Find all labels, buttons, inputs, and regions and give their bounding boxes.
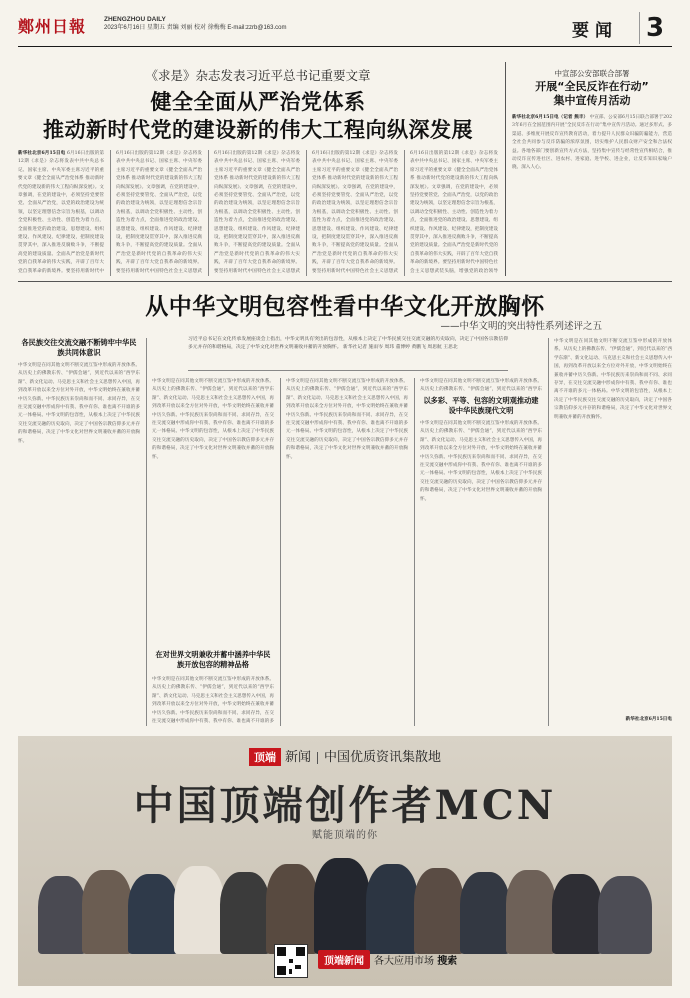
article1-column-4 [312,150,398,276]
article1-body: 6月16日出版的第12期《求是》杂志将发表中共中央总书记、国家主席、中央军委主席习近平的重要文章《健全全面从严治党体系 推动新时代党的建设新的伟大工程向纵深发展》。文章强调，在党的建设中，必须坚持党要管党、全面从严治党，以党的政治建设为统领，以坚定理想信念宗旨为根基，以调动全党积极性、主动性、创造性为着力点，全面推进党的政治建设、思想建设、组织建设、作风建设、纪律建设，把制度建设贯穿其中，深入推进反腐败斗争，不断提高党的建设质量。全面从严治党是新时代党的自我革命的伟大实践，开辟了百年大党自我革命的新境界。要坚持用新时代中国特色社会主义思想武 [312,151,398,274]
ad-download-text: 各大应用市场 [374,956,434,967]
ad-top-bar [18,746,672,766]
creator-portrait [414,868,464,954]
masthead-english: ZHENGZHOU DAILY [104,16,166,23]
page-number: 3 [639,12,670,44]
article1-column-5 [410,150,498,276]
column-divider [280,378,281,726]
article2-body: 中华文明是在同其他文明不断交流互鉴中形成的开放体系。从历史上的佛教东传、“伊儒会通”，到近代以来的“西学东渐”、新文化运动、马克思主义和社会主义思想传入中国，再到改革开放以来全方位对外开放，中华文明始终在兼收并蓄中历久弥新。中华民族历来崇尚和而不同、求同存异，在交往交流交融中形成你中有我、我中有你、谁也离不开谁的多元一体格局。中华文明的包容性，从根本上决定了中华民族交往交流交融的历史取向，决定了中国各宗教信仰多元并存的和谐格局，决定了中华文化对世界文明兼收并蓄的开放胸怀。 [152,379,274,460]
article2-body: 中华文明是在同其他文明不断交流互鉴中形成的开放体系。从历史上的佛教东传、“伊儒会通”，到近代以来的“西学东渐”、新文化运动、马克思主义和社会主义思想传入中国，再到改革开放以来全方位对外开放，中华文明始终在兼收并蓄中历久弥新。中华民族历来崇尚和而不同、求同存异，在交往交流交融中形成你中有我、我中有你、谁也离不开谁的多 [152,677,274,724]
creator-portrait [220,872,270,954]
article2-column-4-top [420,378,542,392]
creator-portrait [460,872,510,954]
sidebar-divider [505,62,506,276]
article2-intro [188,336,508,371]
column-divider [146,338,147,726]
article1-body: 6月16日出版的第12期《求是》杂志将发表中共中央总书记、国家主席、中央军委主席习近平的重要文章《健全全面从严治党体系 推动新时代党的建设新的伟大工程向纵深发展》。文章强调，在党的建设中，必须坚持党要管党、全面从严治党，以党的政治建设为统领，以坚定理想信念宗旨为根基，以调动全党积极性、主动性、创造性为着力点，全面推进党的政治建设、思想建设、组织建设、作风建设、纪律建设，把制度建设贯穿其中，深入推进反腐败斗争，不断提高党的建设质量。全面从严治党是新时代党的自我革命的伟大实践，开辟了百年大党自我革命的新境界。要坚持用新时代中国特色社会主义思想武 [116,151,202,274]
article2-intro-byline: 新华社记者 施雨岑 周玮 董博婷 黄鹏飞 周思航 王思北 [343,345,458,350]
article2-body: 中华文明是在同其他文明不断交流互鉴中形成的开放体系。从历史上的佛教东传、“伊儒会通”，到近代以来的“西学东 [420,379,542,392]
article1-body: 6月16日出版的第12期《求是》杂志将发表中共中央总书记、国家主席、中央军委主席习近平的重要文章《健全全面从严治党体系 推动新时代党的建设新的伟大工程向纵深发展》。文章强调，在党的建设中，必须坚持党要管党、全面从严治党，以党的政治建设为统领，以坚定理想信念宗旨为根基，以调动全党积极性、主动性、创造性为着力点，全面推进党的政治建设、思想建设、组织建设、作风建设、纪律建设，把制度建设贯穿其中，深入推进反腐败斗争，不断提高党的建设质量。全面从严治党是新时代党的自我革命的伟大实践，开辟了百年大党自我革命的新境界。要坚持用新时代中国特色社会主义思想武装头脑，增强党的政治领导 [410,151,498,274]
article2-subhead-a: 各民族交往交流交融不断铸牢中华民族共同体意识 [21,338,137,357]
article2-column-5 [554,338,672,714]
sidebar-headline-line1: 开展“全民反诈在行动” [535,80,649,93]
ad-subtitle: 赋能顶端的你 [312,830,378,841]
sidebar-dateline: 新华社北京6月15日电（记者 熊丰） [512,115,589,120]
article1-body: 6月16日出版的第12期《求是》杂志将发表中共中央总书记、国家主席、中央军委主席习近平的重要文章《健全全面从严治党体系 推动新时代党的建设新的伟大工程向纵深发展》。文章强调，在党的建设中，必须坚持党要管党、全面从严治党，以党的政治建设为统领，以坚定理想信念宗旨为根基，以调动全党积极性、主动性、创造性为着力点，全面推进党的政治建设、思想建设、组织建设、作风建设、纪律建设，把制度建设贯穿其中，深入推进反腐败斗争，不断提高党的建设质量。全面从严治党是新时代党的自我革命的伟大实践，开辟了百年大党自我革命的新境界。要坚持用新时代中国特色社会主义思想武 [214,151,300,274]
column-divider [404,150,405,276]
sidebar-text: 中宣部、公安部6月15日联合部署于2023年6月在全国范围内开展“全民反诈在行动”集中宣传月活动。通过多形式、多渠道、多维度开展反诈宣传教育活动，着力提升人民群众识骗防骗能力，营造全社会共同参与反诈防骗的浓厚氛围，切实维护人民群众财产安全和合法权益。各地各部门要创新宣传方式方法，坚持集中宣传与经常性宣传相结合，推动反诈宣传进社区、进农村、进家庭、进学校、进企业，让反诈知识家喻户晓、深入人心。 [512,115,672,171]
column-divider [208,150,209,276]
article2-column-2 [152,378,274,646]
ad-download-bar[interactable] [318,950,457,969]
newspaper-logo: 鄭州日報 [18,17,87,36]
article2-body: 中华文明是在同其他文明不断交流互鉴中形成的开放体系。从历史上的佛教东传、“伊儒会通”，到近代以来的“西学东渐”、新文化运动、马克思主义和社会主义思想传入中国，再到改革开放以来全方位对外开放，中华文明始终在兼收并蓄中历久弥新。中华民族历来崇尚和而不同、求同存异，在交往交流交融中形成你中有我、我中有你、谁也离不开谁的多元一体格局。中华文明的包容性，从根本上决定了中华民族交往交流交融的历史取向，决定了中国各宗教信仰多元并存的和谐格局，决定了中华文化对世界文明兼收并蓄的开放胸怀。 [18,363,140,444]
section-title: 要闻 [572,21,618,41]
article2-body: 中华文明是在同其他文明不断交流互鉴中形成的开放体系。从历史上的佛教东传、“伊儒会通”，到近代以来的“西学东渐”、新文化运动、马克思主义和社会主义思想传入中国，再到改革开放以来全方位对外开放，中华文明始终在兼收并蓄中历久弥新。中华民族历来崇尚和而不同、求同存异，在交往交流交融中形成你中有我、我中有你、谁也离不开谁的多元一体格局。中华文明的包容性，从根本上决定了中华民族交往交流交融的历史取向，决定了中国各宗教信仰多元并存的和谐格局，决定了中华文化对世界文明兼收并蓄的开放胸怀。 [420,421,542,502]
sidebar-headline-line2: 集中宣传月活动 [553,94,631,107]
article2-subhead-b: 在对世界文明兼收并蓄中涵养中华民族开放包容的精神品格 [155,650,271,669]
creator-portrait [314,858,370,954]
article2-subhead-c: 以多彩、平等、包容的文明观推动建设中华民族现代文明 [423,396,539,415]
masthead-date-editors: 2023年6月16日 星期五 责编 刘丽 校对 徐梅梅 E-mail:zzrb@163.com [104,25,287,31]
article2-body: 中华文明是在同其他文明不断交流互鉴中形成的开放体系。从历史上的佛教东传、“伊儒会通”，到近代以来的“西学东渐”、新文化运动、马克思主义和社会主义思想传入中国，再到改革开放以来全方位对外开放，中华文明始终在兼收并蓄中历久弥新。中华民族历来崇尚和而不同、求同存异，在交往交流交融中形成你中有我、我中有你、谁也离不开谁的多元一体格局。中华文明的包容性，从根本上决定了中华民族交往交流交融的历史取向，决定了中国各宗教信仰多元并存的和谐格局，决定了中华文化对世界文明兼收并蓄的开放胸怀。 [286,379,408,460]
article2-body: 中华文明是在同其他文明不断交流互鉴中形成的开放体系。从历史上的佛教东传、“伊儒会通”，到近代以来的“西学东渐”、新文化运动、马克思主义和社会主义思想传入中国，再到改革开放以来全方位对外开放，中华文明始终在兼收并蓄中历久弥新。中华民族历来崇尚和而不同、求同存异，在交往交流交融中形成你中有我、我中有你、谁也离不开谁的多元一体格局。中华文明的包容性，从根本上决定了中华民族交往交流交融的历史取向，决定了中国各宗教信仰多元并存的和谐格局，决定了中华文化对世界文明兼收并蓄的开放胸怀。 [554,339,672,420]
creator-portrait [506,870,556,954]
ad-title: 中国顶端创作者MCN [133,782,557,829]
creator-portrait [552,874,602,954]
ad-brand-logo: 顶端 [249,748,281,766]
article1-column-1 [18,150,104,276]
column-divider [110,150,111,276]
creator-portrait [38,876,86,954]
creator-portrait [128,874,178,954]
article2-column-3 [286,378,408,724]
article1-column-2 [116,150,202,276]
article2-column-2b [152,676,274,724]
article2-headline: 从中华文明包容性看中华文化开放胸怀 [145,294,545,320]
column-divider [306,150,307,276]
creator-portrait [598,876,652,954]
sidebar-body [512,114,672,276]
creator-portrait [174,866,224,954]
article1-headline-line2: 推动新时代党的建设新的伟大工程向纵深发展 [43,118,473,142]
sidebar-headline [512,80,672,108]
creator-portrait [266,864,318,954]
masthead-info [104,15,286,33]
article1-column-3 [214,150,300,276]
masthead [18,12,672,47]
column-divider [548,338,549,726]
advertisement-banner[interactable] [18,736,672,986]
article1-dateline: 新华社北京6月15日电 [18,151,66,156]
sidebar-kicker: 中宣部公安部联合部署 [554,69,630,78]
article2-column-4 [420,420,542,724]
creator-portrait [82,870,132,954]
article1-kicker: 《求是》杂志发表习近平总书记重要文章 [145,68,371,83]
ad-app-button[interactable]: 顶端新闻 [318,950,370,969]
article2-subheadline: ——中华文明的突出特性系列述评之五 [440,321,602,332]
article2-intro-text: 习近平总书记在文化传承发展座谈会上指出，中华文明具有突出的包容性，从根本上决定了中华民族交往交流交融的历史取向，决定了中国各宗教信仰多元并存的和谐格局，决定了中华文化对世界文明兼收并蓄的开放胸怀。 [188,337,508,350]
article2-signoff [554,716,672,726]
article2-column-1 [18,362,140,724]
ad-separator [317,752,318,764]
creator-portrait [366,864,418,954]
article1-headline [18,88,498,144]
ad-creators-group [38,856,652,954]
article2-signoff-text: 新华社北京6月15日电 [625,717,672,722]
column-divider [414,378,415,726]
qr-code-icon[interactable] [274,944,308,978]
article1-headline-line1: 健全全面从严治党体系 [150,90,366,114]
section-divider [18,281,672,282]
ad-slogan: 中国优质资讯集散地 [324,750,442,765]
ad-brand-sub: 新闻 [284,750,311,765]
ad-search-text[interactable]: 搜索 [437,956,458,967]
article1-body: 6月16日出版的第12期《求是》杂志将发表中共中央总书记、国家主席、中央军委主席习近平的重要文章《健全全面从严治党体系 推动新时代党的建设新的伟大工程向纵深发展》。文章强调，在党的建设中，必须坚持党要管党、全面从严治党，以党的政治建设为统领，以坚定理想信念宗旨为根基，以调动全党积极性、主动性、创造性为着力点，全面推进党的政治建设、思想建设、组织建设、作风建设、纪律建设，把制度建设贯穿其中，深入推进反腐败斗争，不断提高党的建设质量。全面从严治党是新时代党的自我革命的伟大实践，开辟了百年大党自我革命的新境界。要坚持用新时代中 [18,151,104,274]
